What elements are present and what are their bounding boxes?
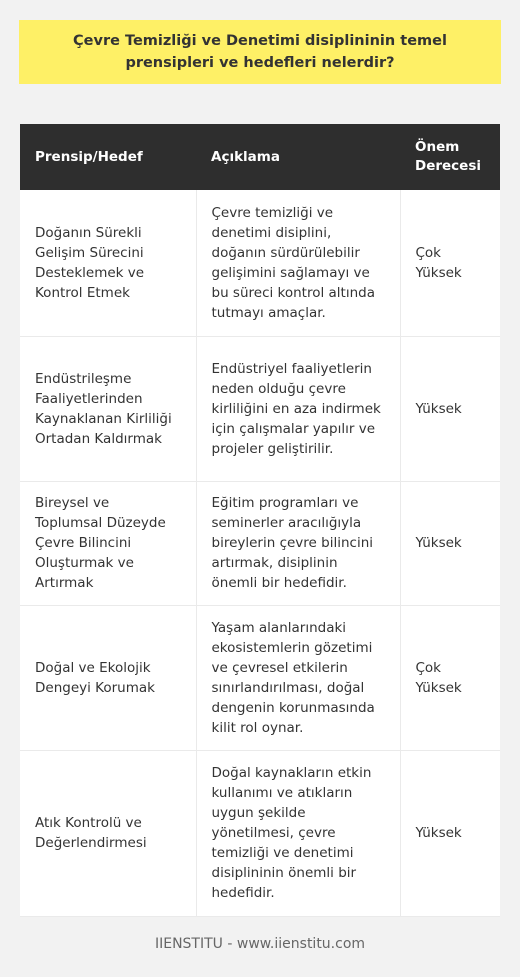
importance-cell: Yüksek: [400, 481, 500, 605]
table-header-row: [20, 124, 500, 190]
description-cell: Yaşam alanlarındaki ekosistemlerin gözetimi ve çevresel etkilerin sınırlandırılması, doğal dengenin korunmasında kilit rol oynar.: [196, 605, 400, 750]
column-header-principle: Prensip/Hedef: [20, 124, 196, 190]
importance-cell: Yüksek: [400, 750, 500, 916]
column-header-description: Açıklama: [196, 124, 400, 190]
principle-cell: Doğanın Sürekli Gelişim Sürecini Desteklemek ve Kontrol Etmek: [20, 190, 196, 336]
principle-cell: Bireysel ve Toplumsal Düzeyde Çevre Bilincini Oluşturmak ve Artırmak: [20, 481, 196, 605]
page-title: Çevre Temizliği ve Denetimi disiplininin temel prensipleri ve hedefleri nelerdir?: [19, 20, 501, 84]
principle-cell: Doğal ve Ekolojik Dengeyi Korumak: [20, 605, 196, 750]
principle-cell: Endüstrileşme Faaliyetlerinden Kaynaklanan Kirliliği Ortadan Kaldırmak: [20, 336, 196, 481]
table-row: [20, 750, 500, 916]
table-row: [20, 190, 500, 336]
description-cell: Endüstriyel faaliyetlerin neden olduğu çevre kirliliğini en aza indirmek için çalışmalar yapılır ve projeler geliştirilir.: [196, 336, 400, 481]
footer-credit: IIENSTITU - www.iienstitu.com: [154, 936, 366, 952]
description-cell: Doğal kaynakların etkin kullanımı ve atıkların uygun şekilde yönetilmesi, çevre temizliği ve denetimi disiplininin önemli bir hedefidir.: [196, 750, 400, 916]
table-row: [20, 336, 500, 481]
principle-cell: Atık Kontrolü ve Değerlendirmesi: [20, 750, 196, 916]
table-row: [20, 481, 500, 605]
principles-table: [20, 124, 500, 917]
importance-cell: Yüksek: [400, 336, 500, 481]
description-cell: Eğitim programları ve seminerler aracılığıyla bireylerin çevre bilincini artırmak, disiplinin önemli bir hedefidir.: [196, 481, 400, 605]
importance-cell: Çok Yüksek: [400, 190, 500, 336]
table-row: [20, 605, 500, 750]
description-cell: Çevre temizliği ve denetimi disiplini, doğanın sürdürülebilir gelişimini sağlamayı ve bu süreci kontrol altında tutmayı amaçlar.: [196, 190, 400, 336]
importance-cell: Çok Yüksek: [400, 605, 500, 750]
column-header-importance: Önem Derecesi: [400, 124, 500, 190]
